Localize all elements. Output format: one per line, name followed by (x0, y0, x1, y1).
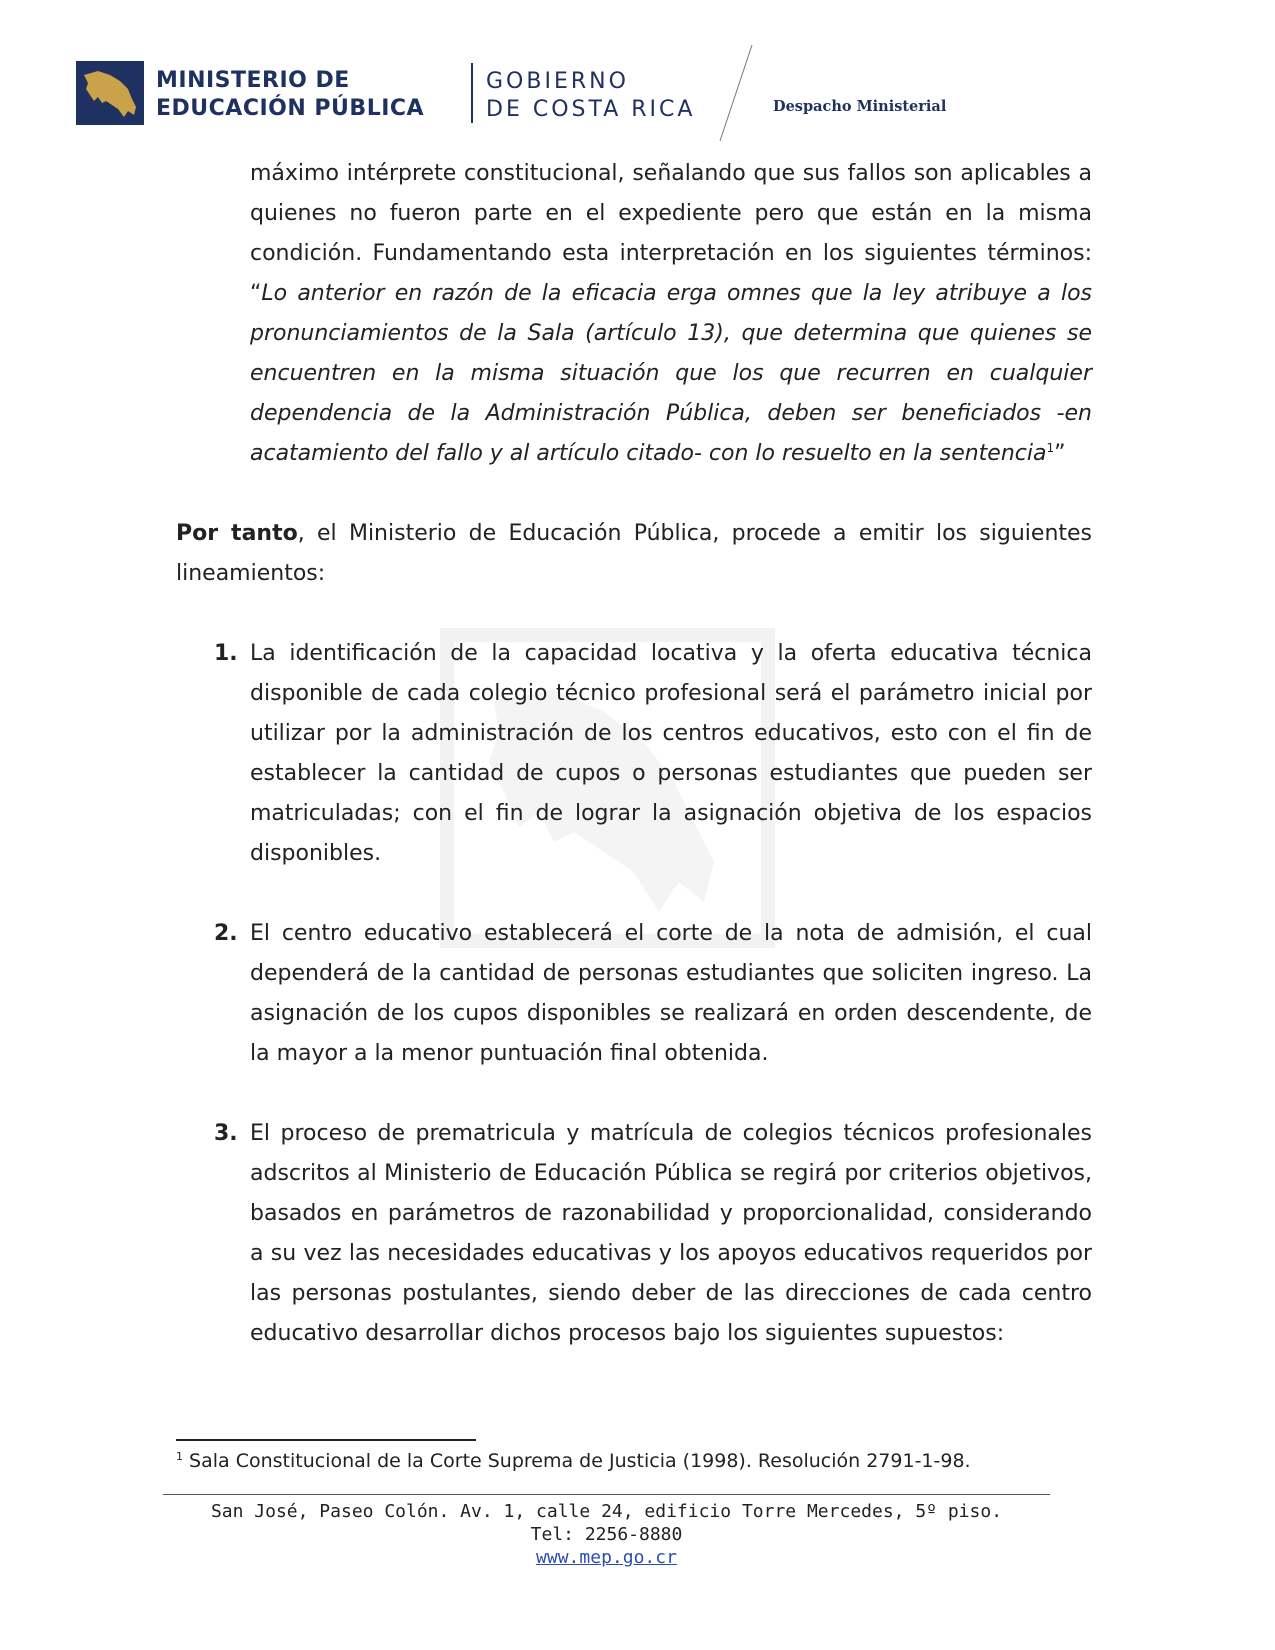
footer-website-link[interactable]: www.mep.go.cr (536, 1547, 677, 1568)
header-slash (716, 45, 756, 145)
ministry-name (156, 67, 424, 123)
footer-separator (163, 1494, 1050, 1495)
footnote-separator (176, 1439, 476, 1441)
guideline-number: 3. (214, 1121, 238, 1146)
ministry-logo (76, 61, 144, 125)
guideline-number: 2. (214, 921, 238, 946)
header-divider (471, 63, 473, 123)
footnote-reference: 1 (1046, 441, 1055, 455)
ministry-name-line2: EDUCACIÓN PÚBLICA (156, 96, 425, 121)
government-name-line2: DE COSTA RICA (486, 97, 696, 122)
footnote (176, 1450, 971, 1472)
quote-close: ” (1054, 441, 1066, 466)
guideline-number: 1. (214, 641, 238, 666)
letterhead (76, 45, 976, 145)
costa-rica-map-icon (76, 61, 144, 125)
footer-phone: Tel: 2256-8880 (530, 1524, 683, 1545)
conclusion-bold-lead: Por tanto (176, 521, 298, 546)
guideline-text: La identificación de la capacidad locativa y la oferta educativa técnica disponible de cada colegio técnico profesional será el parámetro inicial por utilizar por la administración de los centros educativos, esto con el fin de establecer la cantidad de cupos o personas estudiantes que pueden ser matriculadas; con el fin de lograr la asignación objetiva de los espacios disponibles. (250, 641, 1092, 866)
ministry-name-line1: MINISTERIO DE (156, 68, 350, 93)
footnote-text: Sala Constitucional de la Corte Suprema de Justicia (1998). Resolución 2791-1-98. (183, 1450, 971, 1472)
quote-intro-text: máximo intérprete constitucional, señalando que sus fallos son aplicables a quienes no fueron parte en el expediente pero que están en la misma condición. Fundamentando esta interpretación en los siguientes términos: “ (250, 161, 1092, 306)
footer-address: San José, Paseo Colón. Av. 1, calle 24, edificio Torre Mercedes, 5º piso. (210, 1501, 1003, 1522)
conclusion-paragraph (176, 514, 1092, 594)
government-name-line1: GOBIERNO (486, 69, 629, 94)
quote-paragraph (250, 154, 1092, 474)
government-name (486, 68, 695, 124)
office-name: Despacho Ministerial (773, 98, 947, 115)
guideline-text: El centro educativo establecerá el corte de la nota de admisión, el cual dependerá de la cantidad de personas estudiantes que soliciten ingreso. La asignación de los cupos disponibles se realizará en orden descendente, de la mayor a la menor puntuación final obtenida. (250, 921, 1092, 1066)
footnote-number: 1 (176, 1450, 183, 1463)
page-footer (163, 1500, 1050, 1569)
guideline-text: El proceso de prematricula y matrícula de colegios técnicos profesionales adscritos al Ministerio de Educación Pública se regirá por criterios objetivos, basados en parámetros de razonabilidad y proporcionalidad, considerando a su vez las necesidades educativas y los apoyos educativos requeridos por las personas postulantes, siendo deber de las direcciones de cada centro educativo desarrollar dichos procesos bajo los siguientes supuestos: (250, 1121, 1092, 1346)
conclusion-text: , el Ministerio de Educación Pública, procede a emitir los siguientes lineamientos: (176, 521, 1093, 586)
quote-italic-text: Lo anterior en razón de la eficacia erga omnes que la ley atribuye a los pronunciamientos de la Sala (artículo 13), que determina que quienes se encuentren en la misma situación que los que recurren en cualquier dependencia de la Administración Pública, deben ser beneficiados -en acatamiento del fallo y al artículo citado- con lo resuelto en la sentencia (250, 281, 1092, 466)
